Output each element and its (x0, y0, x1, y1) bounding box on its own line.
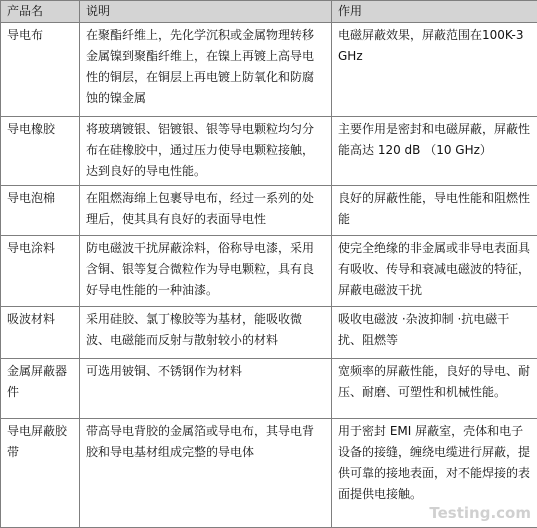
function-cell: 用于密封 EMI 屏蔽室，壳体和电子设备的接缝，缠绕电缆进行屏蔽，提供可靠的接地表面，对不能焊接的表面提供电接触。 (332, 419, 537, 528)
function-cell: 宽频率的屏蔽性能，良好的导电、耐压、耐磨、可塑性和机械性能。 (332, 359, 537, 419)
product-name-cell: 导电布 (1, 23, 80, 117)
description-cell: 采用硅胶、氯丁橡胶等为基材，能吸收微波、电磁能而反射与散射较小的材料 (80, 307, 332, 359)
table-row (1, 236, 537, 307)
product-name-cell: 导电屏蔽胶带 (1, 419, 80, 528)
table-header-row (1, 1, 537, 23)
function-cell: 使完全绝缘的非金属或非导电表面具有吸收、传导和衰减电磁波的特征，屏蔽电磁波干扰 (332, 236, 537, 307)
header-description: 说明 (80, 1, 332, 23)
table-row (1, 359, 537, 419)
function-cell: 电磁屏蔽效果，屏蔽范围在100K-3GHz (332, 23, 537, 117)
table-row (1, 23, 537, 117)
description-cell: 在阻燃海绵上包裹导电布，经过一系列的处理后，使其具有良好的表面导电性 (80, 186, 332, 236)
function-cell: 吸收电磁波 ·杂波抑制 ·抗电磁干扰、阻燃等 (332, 307, 537, 359)
description-cell: 可选用铍铜、不锈钢作为材料 (80, 359, 332, 419)
product-name-cell: 吸波材料 (1, 307, 80, 359)
product-name-cell: 导电涂料 (1, 236, 80, 307)
header-function: 作用 (332, 1, 537, 23)
watermark-logo: Testing.com (429, 504, 531, 522)
description-cell: 在聚酯纤维上，先化学沉积或金属物理转移金属镍到聚酯纤维上，在镍上再镀上高导电性的铜层，在铜层上再电镀上防氧化和防腐蚀的镍金属 (80, 23, 332, 117)
header-product-name: 产品名 (1, 1, 80, 23)
product-name-cell: 金属屏蔽器件 (1, 359, 80, 419)
description-cell: 将玻璃镀银、铝镀银、银等导电颗粒均匀分布在硅橡胶中，通过压力使导电颗粒接触，达到良好的导电性能。 (80, 117, 332, 186)
description-cell: 带高导电背胶的金属箔或导电布，其导电背胶和导电基材组成完整的导电体 (80, 419, 332, 528)
table-row (1, 117, 537, 186)
function-cell: 主要作用是密封和电磁屏蔽，屏蔽性能高达 120 dB （10 GHz） (332, 117, 537, 186)
product-name-cell: 导电橡胶 (1, 117, 80, 186)
product-name-cell: 导电泡棉 (1, 186, 80, 236)
description-cell: 防电磁波干扰屏蔽涂料，俗称导电漆，采用含铜、银等复合微粒作为导电颗粒，具有良好导电性能的一种油漆。 (80, 236, 332, 307)
table-row (1, 307, 537, 359)
table-row (1, 419, 537, 528)
table-row (1, 186, 537, 236)
function-cell: 良好的屏蔽性能，导电性能和阻燃性能 (332, 186, 537, 236)
